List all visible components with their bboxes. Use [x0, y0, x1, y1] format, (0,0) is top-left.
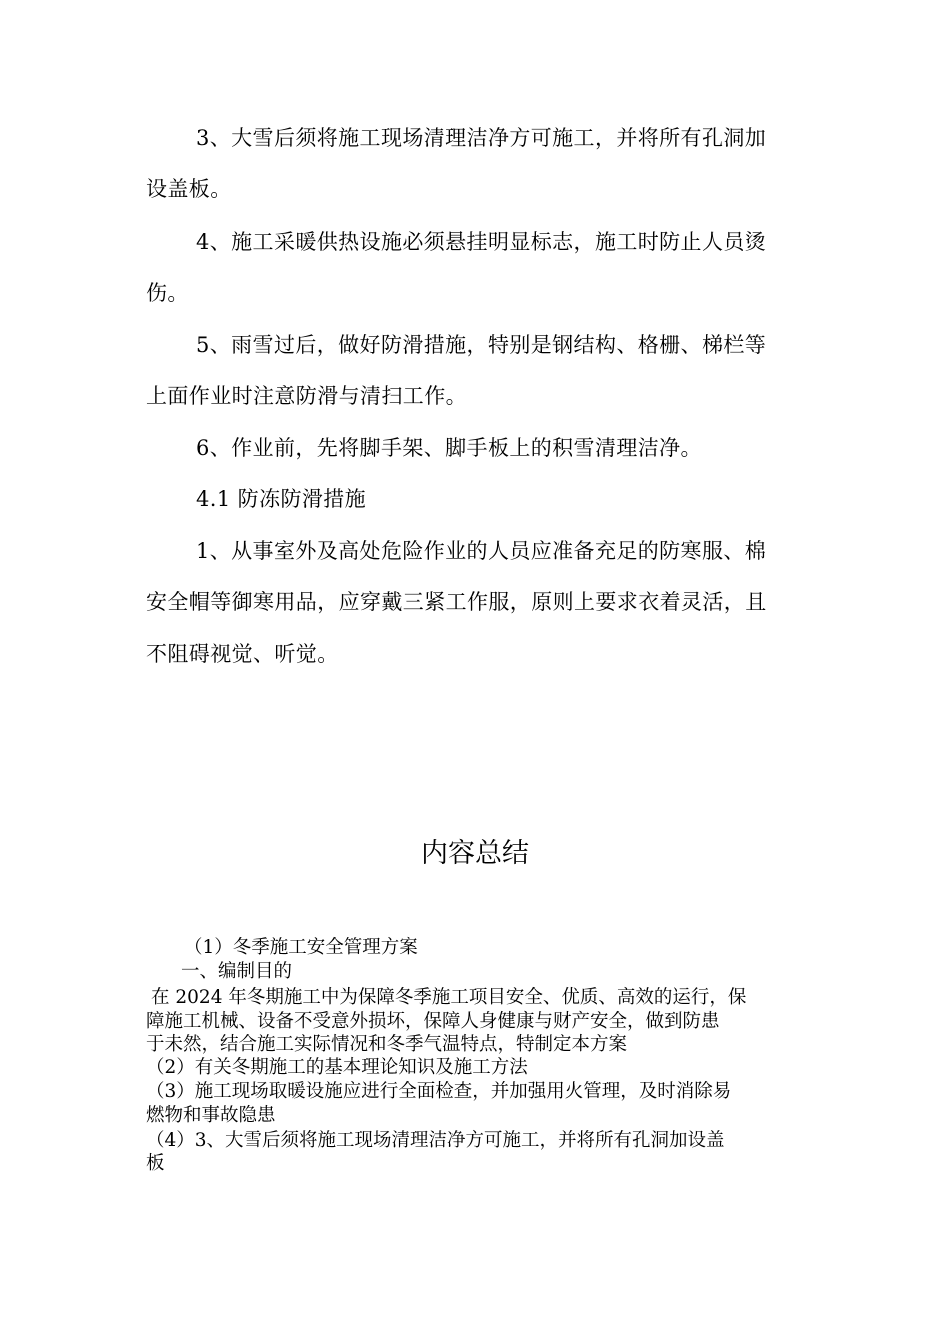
summary-line: （4）3、大雪后须将施工现场清理洁净方可施工，并将所有孔洞加设盖: [146, 1130, 725, 1151]
paragraph-4-line-1: 4、施工采暖供热设施必须悬挂明显标志，施工时防止人员烫: [196, 230, 767, 254]
summary-line: 燃物和事故隐患: [146, 1105, 276, 1126]
summary-line: 于未然，结合施工实际情况和冬季气温特点，特制定本方案: [146, 1034, 628, 1055]
summary-line: 障施工机械、设备不受意外损坏，保障人身健康与财产安全，做到防患: [146, 1011, 720, 1032]
paragraph-3-line-2: 设盖板。: [146, 177, 232, 201]
summary-line: （3）施工现场取暖设施应进行全面检查，并加强用火管理，及时消除易: [146, 1081, 732, 1102]
paragraph-5-line-1: 5、雨雪过后，做好防滑措施，特别是钢结构、格栅、梯栏等: [196, 333, 767, 357]
summary-line: （2）有关冬期施工的基本理论知识及施工方法: [146, 1057, 528, 1078]
paragraph-5-line-2: 上面作业时注意防滑与清扫工作。: [146, 384, 467, 408]
summary-line: 一、编制目的: [181, 961, 293, 982]
paragraph-6-line-1: 6、作业前，先将脚手架、脚手板上的积雪清理洁净。: [196, 436, 702, 460]
paragraph-1-line-2: 安全帽等御寒用品，应穿戴三紧工作服，原则上要求衣着灵活，且: [146, 590, 767, 614]
summary-line: 板: [146, 1153, 165, 1174]
summary-line: （1）冬季施工安全管理方案: [184, 937, 418, 958]
paragraph-1-line-1: 1、从事室外及高处危险作业的人员应准备充足的防寒服、棉: [196, 539, 767, 563]
section-heading-4-1: 4.1 防冻防滑措施: [196, 487, 367, 511]
summary-title: 内容总结: [421, 838, 529, 869]
paragraph-1-line-3: 不阻碍视觉、听觉。: [146, 642, 339, 666]
summary-line: 在 2024 年冬期施工中为保障冬季施工项目安全、优质、高效的运行，保: [151, 987, 747, 1008]
paragraph-4-line-2: 伤。: [146, 281, 189, 305]
paragraph-3-line-1: 3、大雪后须将施工现场清理洁净方可施工，并将所有孔洞加: [196, 126, 767, 150]
